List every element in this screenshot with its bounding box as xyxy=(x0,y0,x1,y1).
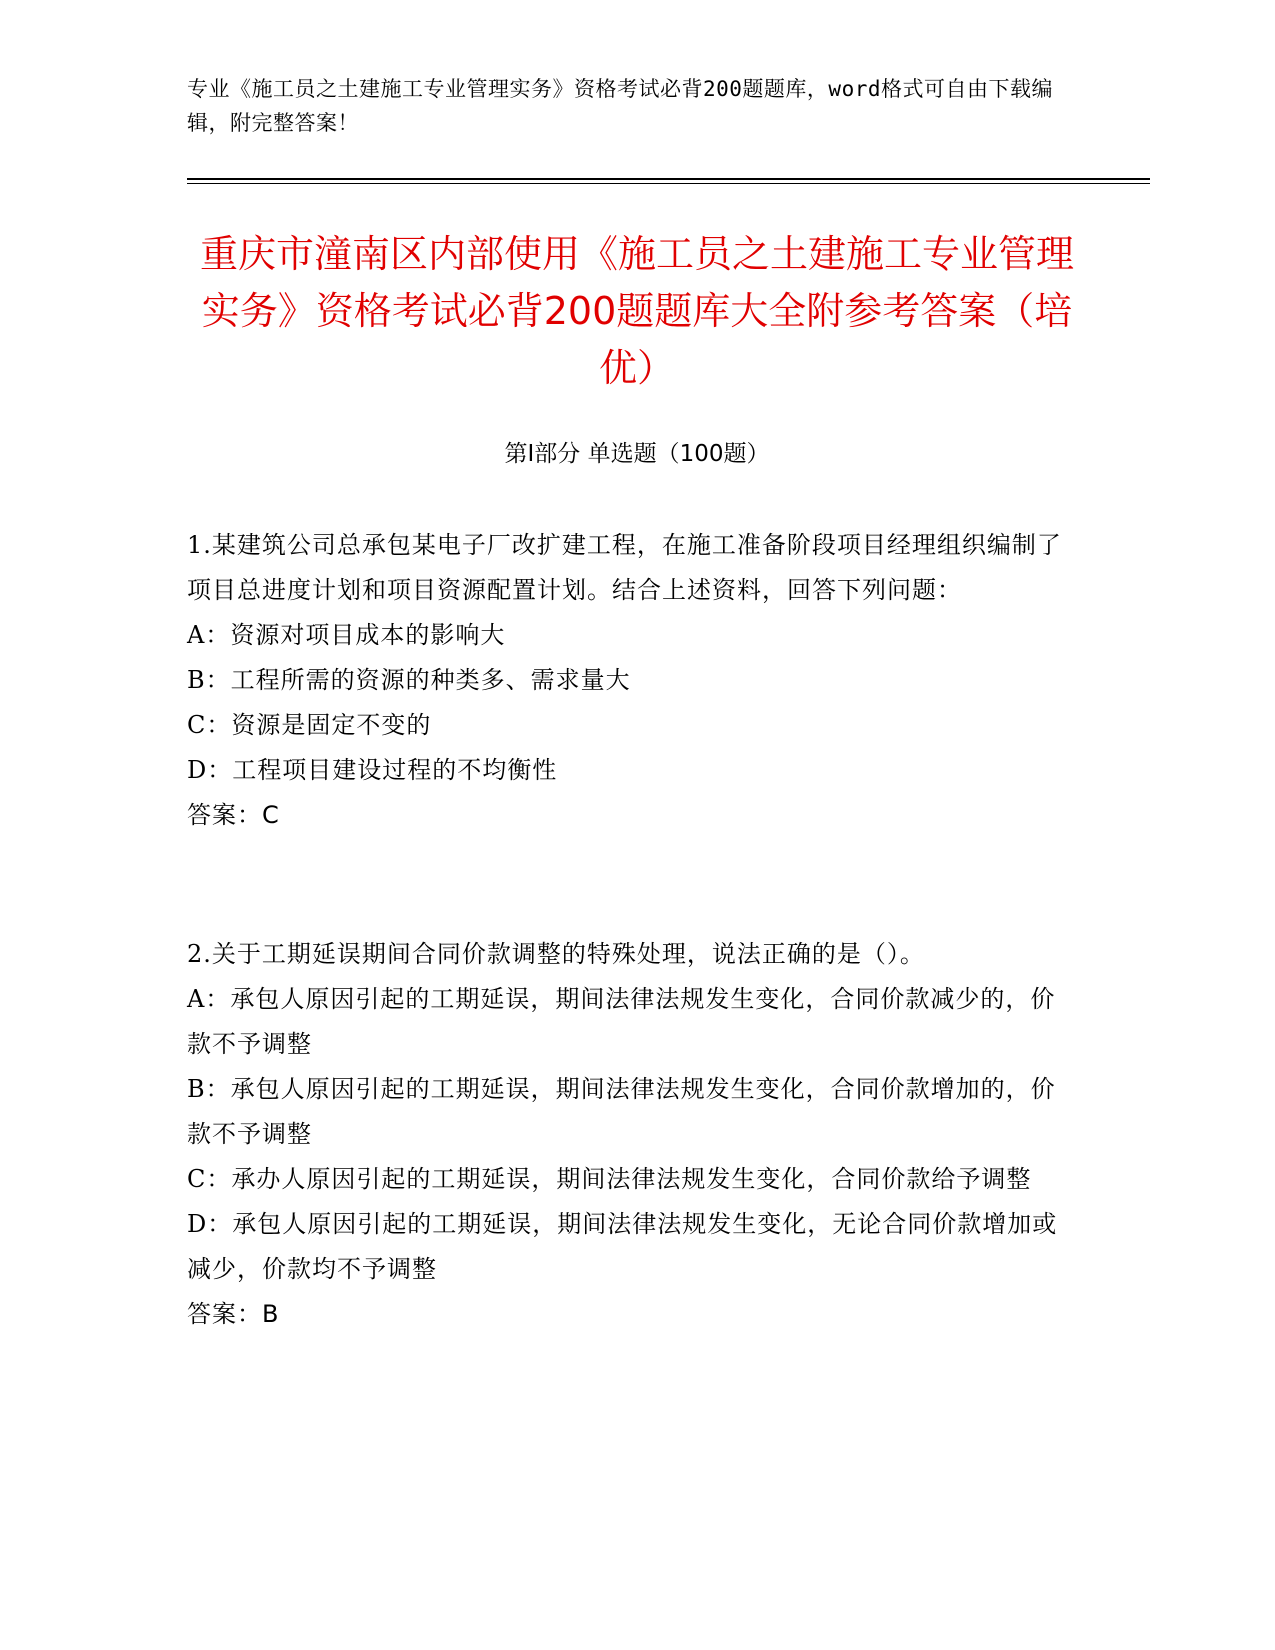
answer: 答案：C xyxy=(187,801,280,829)
option-c: C：承办人原因引起的工期延误，期间法律法规发生变化，合同价款给予调整 xyxy=(187,1165,1032,1193)
option-d: D：工程项目建设过程的不均衡性 xyxy=(187,756,558,784)
question-2 xyxy=(187,932,1077,1337)
option-b: B：工程所需的资源的种类多、需求量大 xyxy=(187,666,631,694)
header-divider-thin xyxy=(187,183,1150,184)
question-stem: 2.关于工期延误期间合同价款调整的特殊处理，说法正确的是（）。 xyxy=(187,940,925,968)
document-title: 重庆市潼南区内部使用《施工员之土建施工专业管理实务》资格考试必背200题题库大全附参考答案（培优） xyxy=(199,232,1074,390)
section-title: 第Ⅰ部分 单选题（100题） xyxy=(504,441,770,467)
option-b: B：承包人原因引起的工期延误，期间法律法规发生变化，合同价款增加的，价款不予调整 xyxy=(187,1075,1056,1148)
question-stem: 1.某建筑公司总承包某电子厂改扩建工程，在施工准备阶段项目经理组织编制了项目总进度计划和项目资源配置计划。结合上述资料，回答下列问题： xyxy=(187,531,1062,604)
question-1 xyxy=(187,523,1077,838)
option-a: A：资源对项目成本的影响大 xyxy=(187,621,506,649)
option-c: C：资源是固定不变的 xyxy=(187,711,432,739)
option-a: A：承包人原因引起的工期延误，期间法律法规发生变化，合同价款减少的，价款不予调整 xyxy=(187,985,1056,1058)
option-d: D：承包人原因引起的工期延误，期间法律法规发生变化，无论合同价款增加或减少，价款均不予调整 xyxy=(187,1210,1058,1283)
header-divider xyxy=(187,178,1150,180)
header-note: 专业《施工员之土建施工专业管理实务》资格考试必背200题题库，word格式可自由下载编辑，附完整答案！ xyxy=(187,77,1053,135)
answer: 答案：B xyxy=(187,1300,280,1328)
